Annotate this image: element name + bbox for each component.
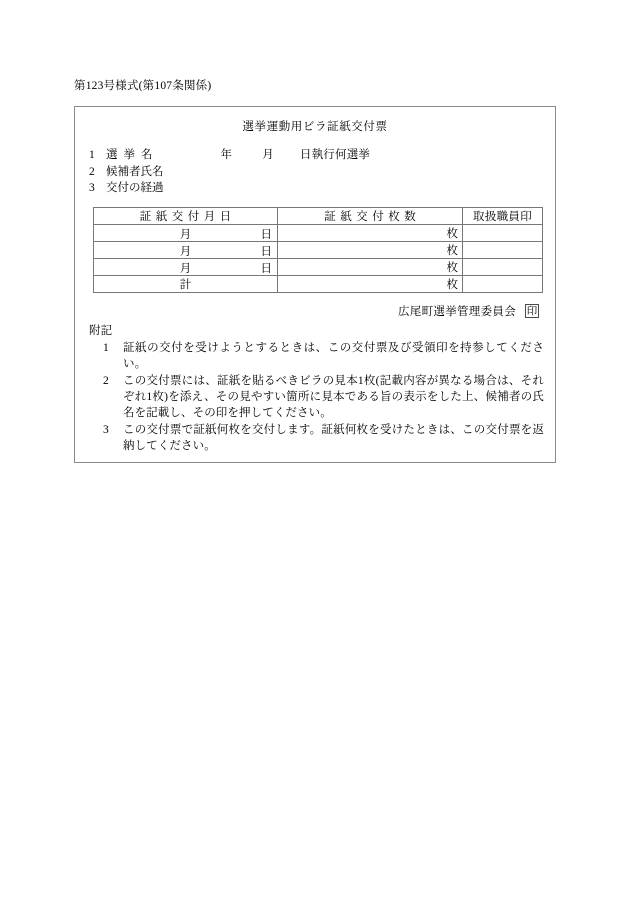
note-text: 証紙の交付を受けようとするときは、この交付票及び受領印を持参してください。 [123,342,544,370]
year-label: 年 [220,149,233,161]
form-item-grant-history [89,180,539,197]
appendix-title: 附記 [89,325,113,337]
committee-name: 広尾町選挙管理委員会 [398,306,516,318]
table-row [94,242,543,259]
seal-stamp-icon: 印 [526,306,538,317]
day-label: 日 [260,263,272,275]
note-number: 1 [103,342,109,354]
cell-grant-count[interactable]: 枚 [278,259,463,276]
page-title: 選挙運動用ビラ証紙交付票 [242,121,388,133]
table-row [94,259,543,276]
table-total-row [94,276,543,293]
document-frame [74,106,556,463]
note-number: 3 [103,424,109,436]
form-item-candidate-name [89,164,539,181]
month-label: 月 [179,246,192,258]
month-label: 月 [179,229,192,241]
cell-grant-date[interactable] [94,242,278,259]
cell-staff-seal[interactable] [463,225,543,242]
cell-grant-date[interactable] [94,225,278,242]
column-header-grant-date: 証紙交付月日 [94,208,278,225]
note-number: 2 [103,375,109,387]
cell-total-label: 計 [94,276,278,293]
appendix-section [89,323,544,454]
item-number: 1 [89,149,95,161]
cell-total-count[interactable]: 枚 [278,276,463,293]
month-label: 月 [179,263,192,275]
day-label: 日 [260,246,272,258]
cell-total-seal[interactable] [463,276,543,293]
column-header-grant-count: 証紙交付枚数 [278,208,463,225]
table-row [94,225,543,242]
election-date-group [221,147,371,164]
item-label: 選挙名 [106,149,159,161]
form-item-election-name [89,147,539,164]
cell-grant-date[interactable] [94,259,278,276]
day-label: 日 [260,229,272,241]
item-label: 候補者氏名 [106,165,164,178]
committee-signature-line [398,303,539,319]
note-text: この交付票には、証紙を貼るべきビラの見本1枚(記載内容が異なる場合は、それぞれ1枚)を添え、その見やすい箇所に見本である旨の表示をした上、候補者の氏名を記載し、その印を押してください。 [123,375,544,419]
day-execution-label: 日執行何選挙 [299,149,371,161]
item-number: 2 [89,165,95,178]
appendix-note [89,422,544,454]
item-number: 3 [89,182,95,194]
appendix-note [89,340,544,372]
table-header-row [94,208,543,225]
cell-staff-seal[interactable] [463,259,543,276]
cell-staff-seal[interactable] [463,242,543,259]
note-text: この交付票で証紙何枚を交付します。証紙何枚を受けたときは、この交付票を返納してください。 [123,424,544,452]
month-label: 月 [262,149,274,161]
grant-record-table [93,207,543,293]
form-item-list [89,147,539,197]
cell-grant-count[interactable]: 枚 [278,225,463,242]
form-number-label: 第123号様式(第107条関係) [74,80,212,92]
item-label: 交付の経過 [106,182,164,194]
column-header-staff-seal: 取扱職員印 [463,208,543,225]
appendix-note [89,373,544,421]
cell-grant-count[interactable]: 枚 [278,242,463,259]
